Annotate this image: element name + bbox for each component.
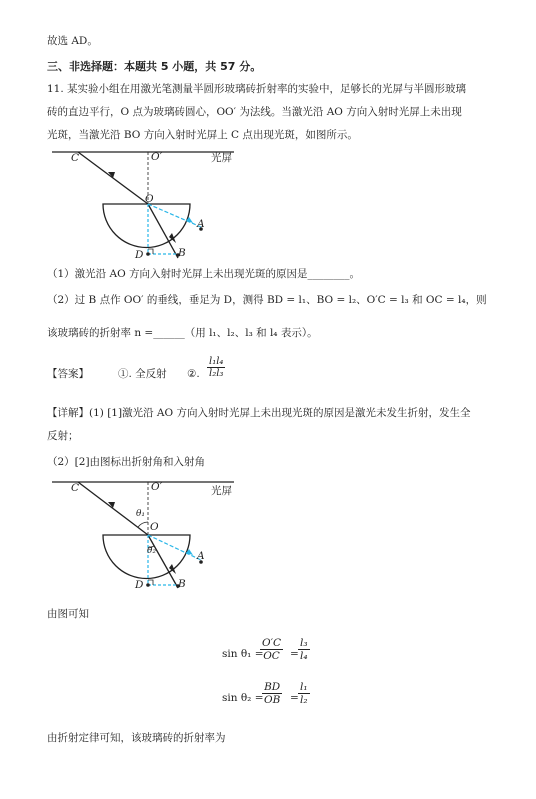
label-a: A xyxy=(197,550,205,562)
theta1-arc xyxy=(138,522,148,527)
formula-1-frac: $\frac{O'C}{OC}$ xyxy=(262,637,282,662)
label-o: O xyxy=(145,193,154,205)
ray-arrow xyxy=(169,564,176,574)
detail-line: 由折射定律可知，该玻璃砖的折射率为 xyxy=(47,732,226,744)
label-d: D xyxy=(135,579,144,591)
label-o: O xyxy=(150,521,159,533)
label-c: C xyxy=(71,152,80,164)
label-d: D xyxy=(135,249,144,261)
question-line: 砖的直边平行，O 点为玻璃砖圆心，OO′ 为法线。当激光沿 AO 方向入射时光屏上未出现 xyxy=(47,106,462,118)
question-line: 光斑，当激光沿 BO 方向入射时光屏上 C 点出现光斑，如图所示。 xyxy=(47,129,358,141)
answer-2-fraction: $\frac{\text{l₁l₄}}{\text{l₂l₃}}$ xyxy=(209,356,224,379)
label-b: B xyxy=(178,247,186,259)
answer-2-label: ②. xyxy=(187,368,200,380)
label-screen: 光屏 xyxy=(211,485,232,497)
point-d xyxy=(146,583,150,587)
label-theta1: θ₁ xyxy=(136,509,146,519)
formula-1-eq: = xyxy=(290,648,299,660)
label-theta2: θ₂ xyxy=(147,546,157,556)
label-c: C xyxy=(71,482,80,494)
answer-label: 【答案】 xyxy=(47,368,89,380)
question-line: 11. 某实验小组在用激光笔测量半圆形玻璃砖折射率的实验中，足够长的光屏与半圆形玻璃 xyxy=(47,83,467,95)
detail-line: （2）[2]由图标出折射角和入射角 xyxy=(47,456,206,468)
question-line: 该玻璃砖的折射率 n =______（用 l₁、l₂、l₃ 和 l₄ 表示）。 xyxy=(47,327,318,339)
detail-line: 由图可知 xyxy=(47,608,89,620)
question-line: （1）激光沿 AO 方向入射时光屏上未出现光斑的原因是________。 xyxy=(47,268,361,280)
answer-1: ①. 全反射 xyxy=(118,368,167,380)
section-heading: 三、非选择题：本题共 5 小题，共 57 分。 xyxy=(47,60,262,73)
detail-line: 反射； xyxy=(47,430,79,442)
formula-2-lhs: sin θ₂ = xyxy=(222,692,264,704)
label-oprime: O′ xyxy=(151,151,162,163)
formula-1-lhs: sin θ₁ = xyxy=(222,648,264,660)
label-oprime: O′ xyxy=(151,481,162,493)
detail-line: 【详解】(1) [1]激光沿 AO 方向入射时光屏上未出现光斑的原因是激光未发生折射，发生全 xyxy=(47,407,471,419)
formula-2-eq: = xyxy=(290,692,299,704)
text-line: 故选 AD。 xyxy=(47,35,98,47)
label-a: A xyxy=(197,218,205,230)
formula-2-frac: $\frac{BD}{OB}$ xyxy=(264,681,281,706)
formula-2-frac2: $\frac{\text{l₁}}{\text{l₂}}$ xyxy=(300,681,308,706)
label-screen: 光屏 xyxy=(211,152,232,164)
label-b: B xyxy=(178,578,186,590)
formula-1-frac2: $\frac{\text{l₃}}{\text{l₄}}$ xyxy=(300,637,308,662)
question-line: （2）过 B 点作 OO′ 的垂线，垂足为 D，测得 BD = l₁、BO = l₂、O′C = l₃ 和 OC = l₄，则 xyxy=(47,294,487,306)
